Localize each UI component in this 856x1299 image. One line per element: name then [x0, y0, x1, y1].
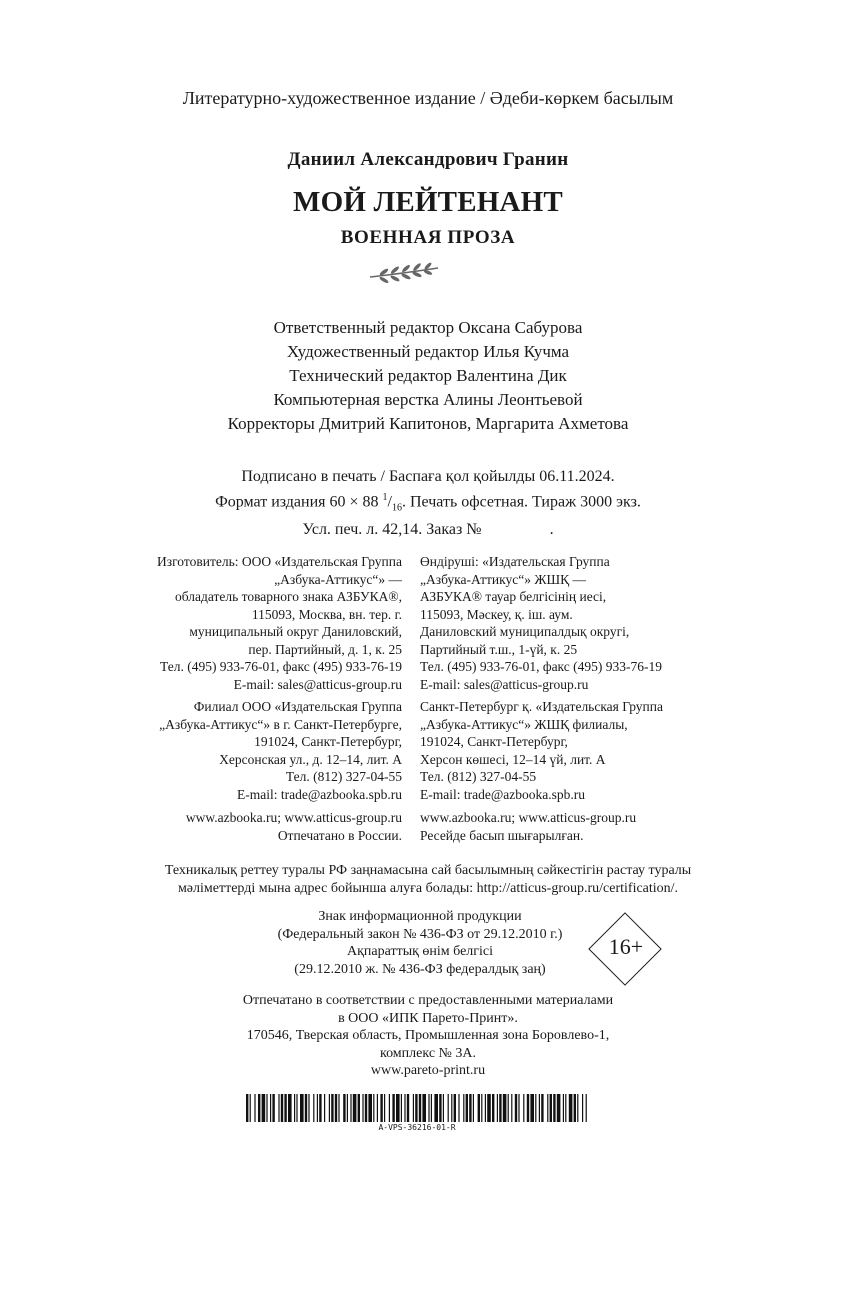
editor-line: Технический редактор Валентина Дик: [289, 366, 567, 385]
barcode-bar: [362, 1094, 363, 1122]
certification-line: мәліметтерді мына адрес бойынша алуға болады: http://atticus-group.ru/certification/.: [177, 881, 679, 896]
barcode-bar: [270, 1094, 271, 1122]
barcode-bar: [419, 1094, 421, 1122]
branch-kz-line: 191024, Санкт-Петербург,: [420, 734, 568, 749]
barcode-bar: [454, 1094, 456, 1122]
barcode-bar: [368, 1094, 372, 1122]
barcode-bar: [485, 1094, 486, 1122]
barcode-bar: [577, 1094, 578, 1122]
barcode-bar: [541, 1094, 543, 1122]
printer-line: Отпечатано в соответствии с предоставленными материалами: [242, 993, 614, 1008]
sheets-end: .: [549, 520, 554, 538]
barcode-bar: [473, 1094, 474, 1122]
sheets-line: [0, 519, 856, 540]
barcode-code: A-VPS-36216-01-R: [378, 1123, 456, 1132]
manufacturer-kz-email[interactable]: E-mail: sales@atticus-group.ru: [420, 676, 589, 692]
barcode-bar: [586, 1094, 587, 1122]
manufacturer-kz-line: Тел. (495) 933-76-01, факс (495) 933-76-19: [420, 659, 663, 674]
manufacturer-kz-line: Партийный т.ш., 1-үй, к. 25: [420, 641, 578, 657]
barcode-bar: [569, 1094, 573, 1122]
manufacturer-ru-line: 115093, Москва, вн. тер. г.: [251, 606, 402, 622]
barcode-bar: [331, 1094, 333, 1122]
barcode-bar: [266, 1094, 267, 1122]
barcode-bar: [499, 1094, 501, 1122]
editor-line: Корректоры Дмитрий Капитонов, Маргарита Ахметова: [227, 414, 629, 433]
barcode-bar: [527, 1094, 529, 1122]
barcode-bar: [389, 1094, 390, 1122]
barcode-bar: [515, 1094, 517, 1122]
barcode-bar: [481, 1094, 482, 1122]
barcode-bar: [262, 1094, 266, 1122]
websites-link[interactable]: www.azbooka.ru; www.atticus-group.ru: [185, 810, 402, 825]
barcode-bar: [358, 1094, 360, 1122]
barcode-bar: [338, 1094, 339, 1122]
manufacturer-ru-line: пер. Партийный, д. 1, к. 25: [248, 641, 402, 657]
barcode-bar: [492, 1094, 494, 1122]
branch-kz-email[interactable]: E-mail: trade@azbooka.spb.ru: [420, 786, 585, 802]
age-rating-text: 16+: [608, 934, 644, 959]
barcode-bar: [518, 1094, 519, 1122]
manufacturer-ru-line: Изготовитель: ООО «Издательская Группа: [157, 554, 402, 569]
printer-line: 170546, Тверская область, Промышленная зона Боровлево-1,: [246, 1028, 610, 1043]
editor-line: Ответственный редактор Оксана Сабурова: [273, 318, 583, 337]
barcode-bar: [313, 1094, 314, 1122]
barcode-bar: [511, 1094, 512, 1122]
format-suffix: . Печать офсетная. Тираж 3000 экз.: [401, 493, 641, 511]
barcode-bar: [294, 1094, 295, 1122]
manufacturer-kz-line: 115093, Мәскеу, қ. іш. аум.: [420, 606, 573, 622]
manufacturer-kz: [420, 553, 740, 693]
barcode-bar: [443, 1094, 444, 1122]
sheets-text: Усл. печ. л. 42,14. Заказ №: [302, 520, 482, 538]
barcode-bar: [431, 1094, 432, 1122]
barcode-bar: [288, 1094, 292, 1122]
editor-line: Художественный редактор Илья Кучма: [286, 342, 570, 361]
series-line: Литературно-художественное издание / Әдеби-көркем басылым: [182, 88, 674, 108]
barcode-bar: [574, 1094, 576, 1122]
sites-kz: [420, 809, 740, 844]
barcode-bar: [553, 1094, 555, 1122]
barcode-bar: [407, 1094, 409, 1122]
barcode-bar: [404, 1094, 405, 1122]
barcode-bar: [503, 1094, 507, 1122]
certification-line: Техникалық реттеу туралы РФ заңнамасына сай басылымның сәйкестігін растау туралы: [164, 863, 692, 878]
manufacturer-kz-line: „Азбука-Аттикус“» ЖШҚ —: [420, 571, 586, 587]
branch-kz: [420, 698, 740, 803]
printer-info: [0, 992, 856, 1080]
barcode-bar: [324, 1094, 325, 1122]
branch-kz-line: Тел. (812) 327-04-55: [420, 769, 537, 784]
manufacturer-kz-line: Өндіруші: «Издательская Группа: [420, 554, 610, 569]
manufacturer-ru: [80, 553, 402, 693]
branch-kz-line: Херсон көшесі, 12–14 үй, лит. А: [420, 751, 606, 767]
barcode-bar: [329, 1094, 330, 1122]
barcode-bar: [305, 1094, 307, 1122]
barcode: [244, 1094, 590, 1122]
barcode-bar: [530, 1094, 534, 1122]
branch-ru-line: „Азбука-Аттикус“» в г. Санкт-Петербурге,: [159, 716, 402, 732]
author-name: Даниил Александрович Гранин: [287, 149, 569, 170]
barcode-bar: [565, 1094, 566, 1122]
info-sign-line: (29.12.2010 ж. № 436-ФЗ федералдық заң): [294, 961, 546, 977]
barcode-bar: [428, 1094, 429, 1122]
barcode-bar: [478, 1094, 480, 1122]
printed-in-russia-kz: Ресейде басып шығарылған.: [420, 827, 584, 843]
barcode-bar: [458, 1094, 459, 1122]
age-rating-badge: [588, 912, 664, 988]
barcode-bar: [335, 1094, 337, 1122]
editors-list: [0, 316, 856, 436]
info-product-sign: [230, 908, 610, 978]
format-fraction-denominator: 16: [391, 502, 402, 514]
barcode-bar: [448, 1094, 449, 1122]
info-sign-line: (Федеральный закон № 436-ФЗ от 29.12.2010 г.): [277, 926, 563, 942]
print-info: [0, 466, 856, 540]
barcode-bar: [523, 1094, 524, 1122]
barcode-bar: [539, 1094, 540, 1122]
barcode-bar: [550, 1094, 552, 1122]
manufacturer-ru-line: Тел. (495) 933-76-01, факс (495) 933-76-19: [159, 659, 402, 674]
barcode-bar: [547, 1094, 548, 1122]
barcode-bar: [250, 1094, 251, 1122]
barcode-bar: [296, 1094, 297, 1122]
barcode-bar: [308, 1094, 309, 1122]
barcode-bar: [487, 1094, 491, 1122]
barcode-bar: [272, 1094, 274, 1122]
barcode-bar: [350, 1094, 351, 1122]
manufacturer-ru-email[interactable]: E-mail: sales@atticus-group.ru: [233, 676, 402, 692]
book-subtitle: ВОЕННАЯ ПРОЗА: [340, 227, 516, 248]
websites-link[interactable]: www.azbooka.ru; www.atticus-group.ru: [420, 810, 637, 825]
barcode-bar: [396, 1094, 400, 1122]
laurel-branch-icon: [368, 262, 440, 284]
manufacturer-kz-line: АЗБУКА® тауар белгісінің иесі,: [420, 589, 607, 604]
barcode-bar: [563, 1094, 564, 1122]
info-sign-line: Ақпараттық өнім белгісі: [346, 944, 494, 959]
format-fraction-numerator: 1: [382, 492, 388, 503]
barcode-bar: [451, 1094, 452, 1122]
barcode-bar: [365, 1094, 367, 1122]
barcode-bar: [415, 1094, 417, 1122]
barcode-bar: [319, 1094, 321, 1122]
editor-line: Компьютерная верстка Алины Леонтьевой: [273, 390, 583, 409]
barcode-bar: [281, 1094, 283, 1122]
manufacturer-ru-line: обладатель товарного знака АЗБУКА®,: [174, 589, 402, 604]
certification-notice: [0, 862, 856, 898]
signed-date: Подписано в печать / Баспаға қол қойылды 06.11.2024.: [241, 468, 615, 485]
printer-website[interactable]: www.pareto-print.ru: [370, 1063, 486, 1078]
barcode-bar: [557, 1094, 561, 1122]
barcode-bar: [392, 1094, 394, 1122]
barcode-bar: [469, 1094, 471, 1122]
barcode-bar: [466, 1094, 468, 1122]
barcode-bar: [258, 1094, 260, 1122]
branch-ru-email[interactable]: E-mail: trade@azbooka.spb.ru: [237, 786, 402, 802]
manufacturer-kz-line: Даниловский муниципалдық округі,: [420, 624, 630, 639]
format-prefix: Формат издания 60 × 88: [215, 493, 379, 511]
barcode-bar: [439, 1094, 441, 1122]
barcode-bar: [347, 1094, 348, 1122]
barcode-bar: [413, 1094, 414, 1122]
branch-kz-line: Санкт-Петербург қ. «Издательская Группа: [420, 699, 663, 714]
barcode-bar: [497, 1094, 498, 1122]
barcode-bar: [353, 1094, 357, 1122]
barcode-bar: [401, 1094, 402, 1122]
manufacturer-ru-line: муниципальный округ Даниловский,: [189, 624, 402, 639]
branch-ru-line: Херсонская ул., д. 12–14, лит. А: [219, 751, 402, 767]
sites-ru: [80, 809, 402, 844]
branch-ru: [80, 698, 402, 803]
barcode-bar: [582, 1094, 583, 1122]
barcode-bar: [246, 1094, 248, 1122]
barcode-bar: [300, 1094, 304, 1122]
branch-kz-line: „Азбука-Аттикус“» ЖШҚ филиалы,: [420, 716, 628, 732]
format-line: Формат издания 60 × 88 $^1/_{16}$. Печать офсетная. Тираж 3000 экз.: [215, 492, 641, 514]
printer-line: комплекс № 3А.: [379, 1045, 476, 1061]
barcode-bar: [343, 1094, 345, 1122]
barcode-bar: [317, 1094, 318, 1122]
barcode-bar: [377, 1094, 378, 1122]
barcode-bar: [422, 1094, 426, 1122]
branch-ru-line: 191024, Санкт-Петербург,: [254, 734, 402, 749]
barcode-bar: [254, 1094, 255, 1122]
barcode-bar: [278, 1094, 279, 1122]
printed-in-russia: Отпечатано в России.: [277, 827, 402, 843]
barcode-bar: [535, 1094, 536, 1122]
branch-ru-line: Тел. (812) 327-04-55: [285, 769, 402, 784]
barcode-bar: [284, 1094, 286, 1122]
book-title: МОЙ ЛЕЙТЕНАНТ: [293, 186, 563, 218]
barcode-bar: [508, 1094, 509, 1122]
barcode-bar: [434, 1094, 438, 1122]
barcode-bar: [380, 1094, 382, 1122]
printer-line: в ООО «ИПК Парето-Принт».: [338, 1010, 518, 1026]
branch-ru-line: Филиал ООО «Издательская Группа: [193, 699, 402, 714]
info-sign-line: Знак информационной продукции: [318, 909, 522, 924]
barcode-bar: [373, 1094, 374, 1122]
manufacturer-ru-line: „Азбука-Аттикус“» —: [274, 571, 402, 587]
barcode-bar: [384, 1094, 385, 1122]
barcode-bar: [463, 1094, 464, 1122]
